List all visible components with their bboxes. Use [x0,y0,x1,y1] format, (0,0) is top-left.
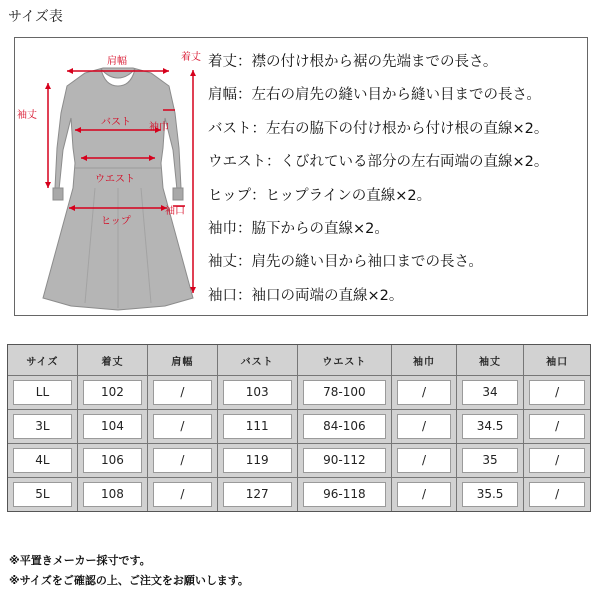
right-cuff [173,188,183,200]
cell-sleeve-width: / [397,414,451,439]
definition-sleeve-width: 袖巾：脇下からの直線×2。 [208,221,389,238]
table-row [8,376,590,410]
cell-sleeve-width: / [397,380,451,405]
cell-bust: 103 [223,380,292,405]
cell-size: 4L [13,448,72,473]
label-cuff: 袖口 [165,206,185,217]
cell-cuff: / [529,380,585,405]
definition-hip: ヒップ：ヒップラインの直線×2。 [208,187,432,204]
label-bust: バスト [101,117,131,128]
definition-waist: ウエスト：くびれている部分の左右両端の直線×2。 [208,154,549,171]
cell-waist: 84-106 [303,414,387,439]
cell-cuff: / [529,482,585,507]
page-title: サイズ表 [8,9,63,25]
table-row [8,478,590,511]
cell-bust: 119 [223,448,292,473]
cell-bust: 127 [223,482,292,507]
header-shoulder: 肩幅 [148,345,218,376]
header-size: サイズ [8,345,78,376]
cell-length: 106 [83,448,142,473]
cell-sleeve: 35 [462,448,518,473]
cell-size: 5L [13,482,72,507]
header-cuff: 袖口 [524,345,590,376]
cell-shoulder: / [153,448,212,473]
table-row [8,444,590,478]
cell-cuff: / [529,414,585,439]
table-header-row [8,345,590,376]
footnote-confirm: ※サイズをご確認の上、ご注文をお願いします。 [9,574,249,587]
cell-shoulder: / [153,380,212,405]
cell-waist: 96-118 [303,482,387,507]
cell-size: 3L [13,414,72,439]
label-waist: ウエスト [95,174,135,185]
cell-waist: 90-112 [303,448,387,473]
footnote-measurement: ※平置きメーカー採寸です。 [9,554,151,567]
label-sleeve: 袖丈 [17,110,37,121]
cell-bust: 111 [223,414,292,439]
dress-illustration [15,38,215,315]
cell-length: 104 [83,414,142,439]
cell-length: 102 [83,380,142,405]
definition-cuff: 袖口：袖口の両端の直線×2。 [208,287,404,304]
label-hip: ヒップ [101,216,131,227]
size-diagram [14,37,588,316]
table-row [8,410,590,444]
cell-sleeve-width: / [397,482,451,507]
cell-cuff: / [529,448,585,473]
label-sleeve-width: 袖巾 [149,122,169,133]
header-bust: バスト [218,345,298,376]
definition-length: 着丈：襟の付け根から裾の先端までの長さ。 [208,54,498,70]
cell-sleeve: 34.5 [462,414,518,439]
header-sleeve: 袖丈 [457,345,524,376]
definition-sleeve: 袖丈：肩先の縫い目から袖口までの長さ。 [208,254,483,271]
header-sleeve-width: 袖巾 [392,345,457,376]
definition-bust: バスト：左右の脇下の付け根から付け根の直線×2。 [208,120,549,137]
header-waist: ウエスト [298,345,393,376]
cell-size: LL [13,380,72,405]
cell-shoulder: / [153,482,212,507]
cell-sleeve: 34 [462,380,518,405]
cell-length: 108 [83,482,142,507]
cell-waist: 78-100 [303,380,387,405]
left-cuff [53,188,63,200]
size-table [7,344,591,512]
label-shoulder: 肩幅 [107,56,127,67]
cell-sleeve: 35.5 [462,482,518,507]
definition-shoulder: 肩幅：左右の肩先の縫い目から縫い目までの長さ。 [208,87,541,104]
cell-sleeve-width: / [397,448,451,473]
measurement-definitions [208,46,588,313]
header-length: 着丈 [78,345,148,376]
cell-shoulder: / [153,414,212,439]
label-length: 着丈 [181,52,201,63]
